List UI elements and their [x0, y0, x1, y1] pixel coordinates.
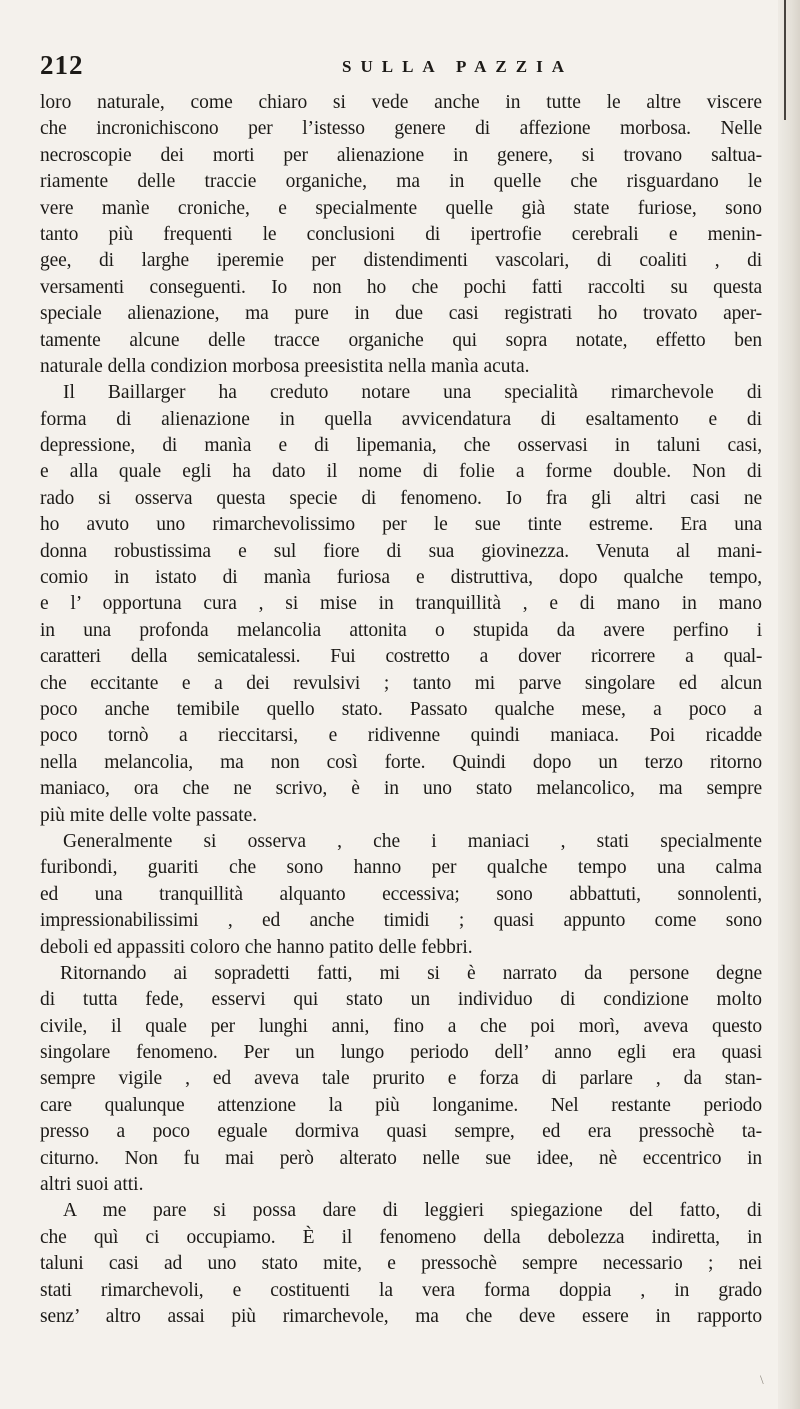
page-edge	[778, 0, 800, 1409]
text-line: forma di alienazione in quella avvicendatura di esaltamento e di	[40, 408, 762, 430]
text-line: presso a poco eguale dormiva quasi sempre, ed era pressochè ta-	[40, 1121, 762, 1143]
text-line: poco anche temibile quello stato. Passato qualche mese, a poco a	[40, 698, 762, 720]
text-line: che eccitante e a dei revulsivi ; tanto mi parve singolare ed alcun	[40, 672, 762, 694]
text-line: che incronichiscono per l’istesso genere di affezione morbosa. Nelle	[40, 118, 762, 140]
text-line: vere manìe croniche, e specialmente quelle già state furiose, sono	[40, 197, 762, 219]
text-line: rado si osserva questa specie di fenomeno. Io fra gli altri casi ne	[40, 487, 762, 509]
text-line: gee, di larghe iperemie per distendimenti vascolari, di coaliti , di	[40, 250, 762, 272]
text-line: e alla quale egli ha dato il nome di folie a forme double. Non di	[40, 461, 762, 483]
text-line: in una profonda melancolia attonita o stupida da avere perfino i	[40, 619, 762, 641]
text-line: tanto più frequenti le conclusioni di ipertrofie cerebrali e menin-	[40, 223, 762, 245]
text-line: citurno. Non fu mai però alterato nelle sue idee, nè eccentrico in	[40, 1147, 762, 1169]
text-line: che quì ci occupiamo. È il fenomeno della debolezza indiretta, in	[40, 1226, 762, 1248]
text-line: taluni casi ad uno stato mite, e pressochè sempre necessario ; nei	[40, 1253, 762, 1275]
page-edge-shadow	[784, 0, 786, 120]
text-line: poco tornò a rieccitarsi, e ridivenne quindi maniaca. Poi ricadde	[40, 725, 762, 747]
text-line: riamente delle traccie organiche, ma in quelle che risguardano le	[40, 171, 762, 193]
text-line: ho avuto uno rimarchevolissimo per le sue tinte estreme. Era una	[40, 514, 762, 536]
text-line: care qualunque attenzione la più longanime. Nel restante periodo	[40, 1094, 762, 1116]
text-line: tamente alcune delle tracce organiche qui sopra notate, effetto ben	[40, 329, 762, 351]
text-line: Il Baillarger ha creduto notare una specialità rimarchevole di	[63, 382, 762, 404]
text-line: Ritornando ai sopradetti fatti, mi si è narrato da persone degne	[60, 962, 762, 984]
text-line: furibondi, guariti che sono hanno per qualche tempo una calma	[40, 857, 762, 879]
text-line: versamenti conseguenti. Io non ho che pochi fatti raccolti su questa	[40, 276, 762, 298]
text-line: A me pare si possa dare di leggieri spiegazione del fatto, di	[63, 1200, 762, 1222]
text-line: sempre vigile , ed aveva tale prurito e forza di parlare , da stan-	[40, 1068, 762, 1090]
text-line: comio in istato di manìa furiosa e distruttiva, dopo qualche tempo,	[40, 567, 762, 589]
text-line: depressione, di manìa e di lipemania, che osservasi in taluni casi,	[40, 435, 762, 457]
page-header	[40, 50, 780, 84]
text-line: singolare fenomeno. Per un lungo periodo dell’ anno egli era quasi	[40, 1042, 762, 1064]
text-line: Generalmente si osserva , che i maniaci , stati specialmente	[63, 830, 762, 852]
text-line: donna robustissima e sul fiore di sua giovinezza. Venuta al mani-	[40, 540, 762, 562]
text-line: stati rimarchevoli, e costituenti la vera forma doppia , in grado	[40, 1279, 762, 1301]
text-line: e l’ opportuna cura , si mise in tranquillità , e di mano in mano	[40, 593, 762, 615]
text-line: impressionabilissimi , ed anche timidi ; quasi appunto come sono	[40, 910, 762, 932]
text-line: naturale della condizion morbosa preesistita nella manìa acuta.	[40, 355, 530, 377]
page-number: 212	[40, 50, 84, 80]
text-line: di tutta fede, esservi qui stato un individuo di condizione molto	[40, 989, 762, 1011]
body-text	[40, 90, 762, 1330]
text-line: più mite delle volte passate.	[40, 804, 258, 826]
text-line: necroscopie dei morti per alienazione in genere, si trovano saltua-	[40, 144, 762, 166]
text-line: altri suoi atti.	[40, 1174, 144, 1196]
running-head: SULLA PAZZIA	[342, 57, 573, 76]
stray-mark: \	[760, 1372, 764, 1387]
text-line: maniaco, ora che ne scrivo, è in uno stato melancolico, ma sempre	[40, 778, 762, 800]
text-line: nella melancolia, ma non così forte. Quindi dopo un terzo ritorno	[40, 751, 762, 773]
text-line: ed una tranquillità alquanto eccessiva; sono abbattuti, sonnolenti,	[40, 883, 762, 905]
text-line: senz’ altro assai più rimarchevole, ma che deve essere in rapporto	[40, 1305, 762, 1327]
text-line: loro naturale, come chiaro si vede anche in tutte le altre viscere	[40, 92, 762, 113]
text-line: deboli ed appassiti coloro che hanno patito delle febbri.	[40, 936, 473, 958]
text-line: speciale alienazione, ma pure in due casi registrati ho trovato aper-	[40, 303, 762, 325]
text-line: caratteri della semicatalessi. Fui costretto a dover ricorrere a qual-	[40, 646, 762, 668]
text-line: civile, il quale per lunghi anni, fino a che poi morì, aveva questo	[40, 1015, 762, 1037]
